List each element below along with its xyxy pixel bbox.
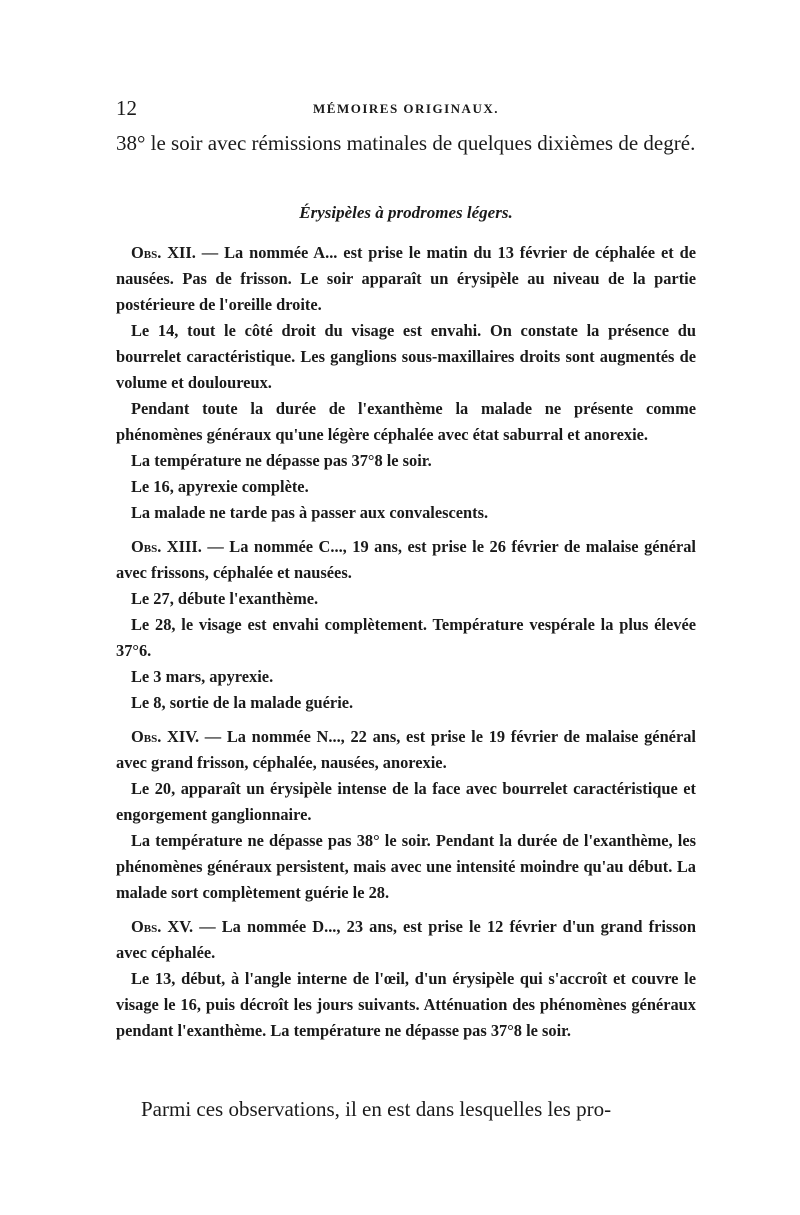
observation-label: Obs. XV. — [131, 917, 194, 936]
observation-paragraph: La malade ne tarde pas à passer aux convalescents. — [131, 503, 489, 522]
page-number: 12 — [116, 96, 137, 120]
observation-13-intro — [116, 534, 696, 586]
observation-paragraph: La température ne dépasse pas 38° le soir. Pendant la durée de l'exanthème, les phénomènes généraux persistent, mais avec une intensité moindre qu'au début. La malade sort complètement guérie le 28. — [116, 831, 696, 902]
observation-label: Obs. XIV. — [131, 727, 200, 746]
observation-paragraph: Le 27, débute l'exanthème. — [131, 589, 319, 608]
observation-12-intro — [116, 240, 696, 318]
observation-paragraph: Le 16, apyrexie complète. — [131, 477, 309, 496]
observation-paragraph: Pendant toute la durée de l'exanthème la malade ne présente comme phénomènes généraux qu'une légère céphalée avec état saburral et anorexie. — [116, 399, 696, 444]
observation-paragraph: Le 28, le visage est envahi complètement. Température vespérale la plus élevée 37°6. — [116, 615, 696, 660]
observation-text: — La nommée A... est prise le matin du 13 février de céphalée et de nausées. Pas de frisson. Le soir apparaît un érysipèle au niveau de la partie postérieure de l'oreille droite. — [116, 243, 696, 314]
page-header — [116, 96, 696, 124]
observation-paragraph: Le 13, début, à l'angle interne de l'œil, d'un érysipèle qui s'accroît et couvre le visage le 16, puis décroît les jours suivants. Atténuation des phénomènes généraux pendant l'exanthème. La température ne dépasse pas 37°8 le soir. — [116, 969, 696, 1040]
observation-label: Obs. XII. — [131, 243, 196, 262]
observation-label: Obs. XIII. — [131, 537, 202, 556]
section-title: Érysipèles à prodromes légers. — [299, 203, 513, 222]
observation-paragraph: La température ne dépasse pas 37°8 le soir. — [131, 451, 432, 470]
observation-text: — La nommée C..., 19 ans, est prise le 26 février de malaise général avec frissons, céphalée et nausées. — [116, 537, 696, 582]
observation-text: — La nommée D..., 23 ans, est prise le 12 février d'un grand frisson avec céphalée. — [116, 917, 696, 962]
observation-14-intro — [116, 724, 696, 776]
observations-body — [116, 240, 696, 1044]
observation-paragraph: Le 3 mars, apyrexie. — [131, 667, 274, 686]
closing-paragraph: Parmi ces observations, il en est dans lesquelles les pro- — [141, 1097, 612, 1121]
running-title: MÉMOIRES ORIGINAUX. — [313, 101, 499, 116]
observation-paragraph: Le 20, apparaît un érysipèle intense de la face avec bourrelet caractéristique et engorgement ganglionnaire. — [116, 779, 696, 824]
observation-15-intro — [116, 914, 696, 966]
lead-paragraph: 38° le soir avec rémissions matinales de quelques dixièmes de degré. — [116, 131, 696, 155]
observation-text: — La nommée N..., 22 ans, est prise le 19 février de malaise général avec grand frisson, céphalée, nausées, anorexie. — [116, 727, 696, 772]
observation-paragraph: Le 14, tout le côté droit du visage est envahi. On constate la présence du bourrelet caractéristique. Les ganglions sous-maxillaires droits sont augmentés de volume et douloureux. — [116, 321, 696, 392]
observation-paragraph: Le 8, sortie de la malade guérie. — [131, 693, 354, 712]
